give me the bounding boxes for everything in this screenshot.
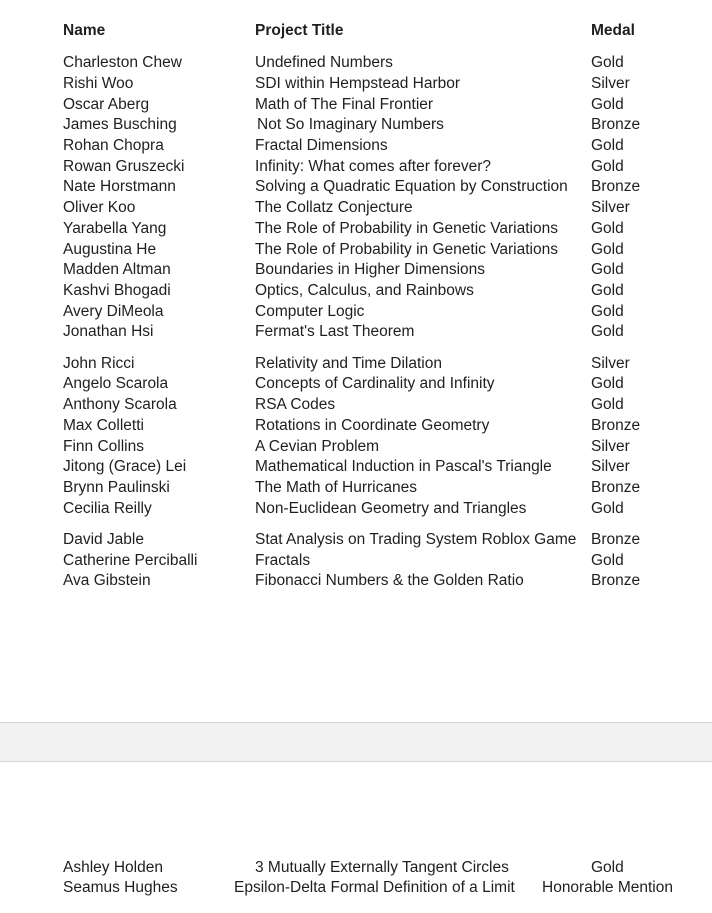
medal: Silver <box>591 199 630 216</box>
table-row <box>0 53 712 73</box>
medal: Bronze <box>591 178 641 195</box>
table-row <box>0 478 712 498</box>
table-row <box>0 74 712 94</box>
table-row <box>0 302 712 322</box>
project-title: Fractals <box>255 552 311 569</box>
table-row <box>0 177 712 197</box>
table-row <box>0 136 712 156</box>
table-row <box>0 198 712 218</box>
table-row <box>0 416 712 436</box>
table-row <box>0 858 712 878</box>
table-row <box>0 219 712 239</box>
student-name: Anthony Scarola <box>63 396 177 413</box>
student-name: Brynn Paulinski <box>63 479 170 496</box>
page-break <box>0 722 712 762</box>
student-name: Yarabella Yang <box>63 220 167 237</box>
student-name: Jonathan Hsi <box>63 323 154 340</box>
medal: Gold <box>591 375 624 392</box>
table-row <box>0 354 712 374</box>
project-title: Not So Imaginary Numbers <box>257 116 444 133</box>
table-row <box>0 95 712 115</box>
student-name: Rishi Woo <box>63 75 134 92</box>
student-name: Ashley Holden <box>63 859 163 876</box>
medal: Silver <box>591 458 630 475</box>
medal: Gold <box>591 96 624 113</box>
project-title: Fibonacci Numbers & the Golden Ratio <box>255 572 524 589</box>
medal: Gold <box>591 500 624 517</box>
project-title: Relativity and Time Dilation <box>255 355 442 372</box>
student-name: Madden Altman <box>63 261 171 278</box>
medal: Honorable Mention <box>542 879 673 896</box>
medal: Bronze <box>591 116 641 133</box>
student-name: Max Colletti <box>63 417 144 434</box>
student-name: James Busching <box>63 116 177 133</box>
table-row <box>0 571 712 591</box>
table-row <box>0 551 712 571</box>
student-name: Seamus Hughes <box>63 879 178 896</box>
project-title: Non-Euclidean Geometry and Triangles <box>255 500 527 517</box>
medal: Silver <box>591 438 630 455</box>
header-project-title: Project Title <box>255 22 344 39</box>
medal: Gold <box>591 137 624 154</box>
table-row <box>0 374 712 394</box>
student-name: Catherine Perciballi <box>63 552 198 569</box>
project-title: SDI within Hempstead Harbor <box>255 75 461 92</box>
project-title: 3 Mutually Externally Tangent Circles <box>255 859 509 876</box>
student-name: Finn Collins <box>63 438 144 455</box>
project-title: A Cevian Problem <box>255 438 380 455</box>
student-name: Ava Gibstein <box>63 572 151 589</box>
project-title: The Role of Probability in Genetic Variations <box>255 241 558 258</box>
project-title: The Collatz Conjecture <box>255 199 413 216</box>
project-title: Concepts of Cardinality and Infinity <box>255 375 495 392</box>
student-name: Charleston Chew <box>63 54 182 71</box>
project-title: The Role of Probability in Genetic Variations <box>255 220 558 237</box>
medal: Silver <box>591 75 630 92</box>
project-title: Solving a Quadratic Equation by Construction <box>255 178 568 195</box>
table-row <box>0 157 712 177</box>
project-title: Fractal Dimensions <box>255 137 388 154</box>
student-name: Oliver Koo <box>63 199 136 216</box>
project-title: The Math of Hurricanes <box>255 479 417 496</box>
medal: Bronze <box>591 531 641 548</box>
table-row <box>0 115 712 135</box>
student-name: Angelo Scarola <box>63 375 169 392</box>
table-row <box>0 457 712 477</box>
header-name: Name <box>63 22 106 39</box>
student-name: David Jable <box>63 531 144 548</box>
project-title: Infinity: What comes after forever? <box>255 158 492 175</box>
header-medal: Medal <box>591 22 635 39</box>
student-name: Jitong (Grace) Lei <box>63 458 187 475</box>
student-name: Augustina He <box>63 241 157 258</box>
table-row <box>0 878 712 898</box>
project-title: Fermat's Last Theorem <box>255 323 415 340</box>
medal: Bronze <box>591 479 641 496</box>
table-row <box>0 240 712 260</box>
student-name: John Ricci <box>63 355 135 372</box>
student-name: Avery DiMeola <box>63 303 164 320</box>
table-row <box>0 260 712 280</box>
table-row <box>0 530 712 550</box>
project-title: Mathematical Induction in Pascal's Triangle <box>255 458 552 475</box>
medal: Gold <box>591 552 624 569</box>
medal: Gold <box>591 859 624 876</box>
student-name: Rohan Chopra <box>63 137 164 154</box>
medal: Gold <box>591 303 624 320</box>
medal: Gold <box>591 396 624 413</box>
project-title: Computer Logic <box>255 303 365 320</box>
project-title: Optics, Calculus, and Rainbows <box>255 282 474 299</box>
project-title: RSA Codes <box>255 396 336 413</box>
project-title: Epsilon-Delta Formal Definition of a Limit <box>234 879 515 896</box>
project-title: Stat Analysis on Trading System Roblox Game <box>255 531 577 548</box>
medal: Silver <box>591 355 630 372</box>
medal: Gold <box>591 220 624 237</box>
table-row <box>0 499 712 519</box>
medal: Gold <box>591 323 624 340</box>
medal: Bronze <box>591 572 641 589</box>
student-name: Kashvi Bhogadi <box>63 282 171 299</box>
medal: Gold <box>591 54 624 71</box>
project-title: Boundaries in Higher Dimensions <box>255 261 486 278</box>
student-name: Oscar Aberg <box>63 96 150 113</box>
table-row <box>0 395 712 415</box>
medal: Gold <box>591 261 624 278</box>
table-row <box>0 437 712 457</box>
table-row <box>0 281 712 301</box>
project-title: Rotations in Coordinate Geometry <box>255 417 490 434</box>
student-name: Nate Horstmann <box>63 178 176 195</box>
medal: Gold <box>591 158 624 175</box>
medal: Gold <box>591 282 624 299</box>
student-name: Cecilia Reilly <box>63 500 152 517</box>
medal: Gold <box>591 241 624 258</box>
project-title: Undefined Numbers <box>255 54 393 71</box>
medal: Bronze <box>591 417 641 434</box>
student-name: Rowan Gruszecki <box>63 158 185 175</box>
project-title: Math of The Final Frontier <box>255 96 434 113</box>
table-row <box>0 322 712 342</box>
